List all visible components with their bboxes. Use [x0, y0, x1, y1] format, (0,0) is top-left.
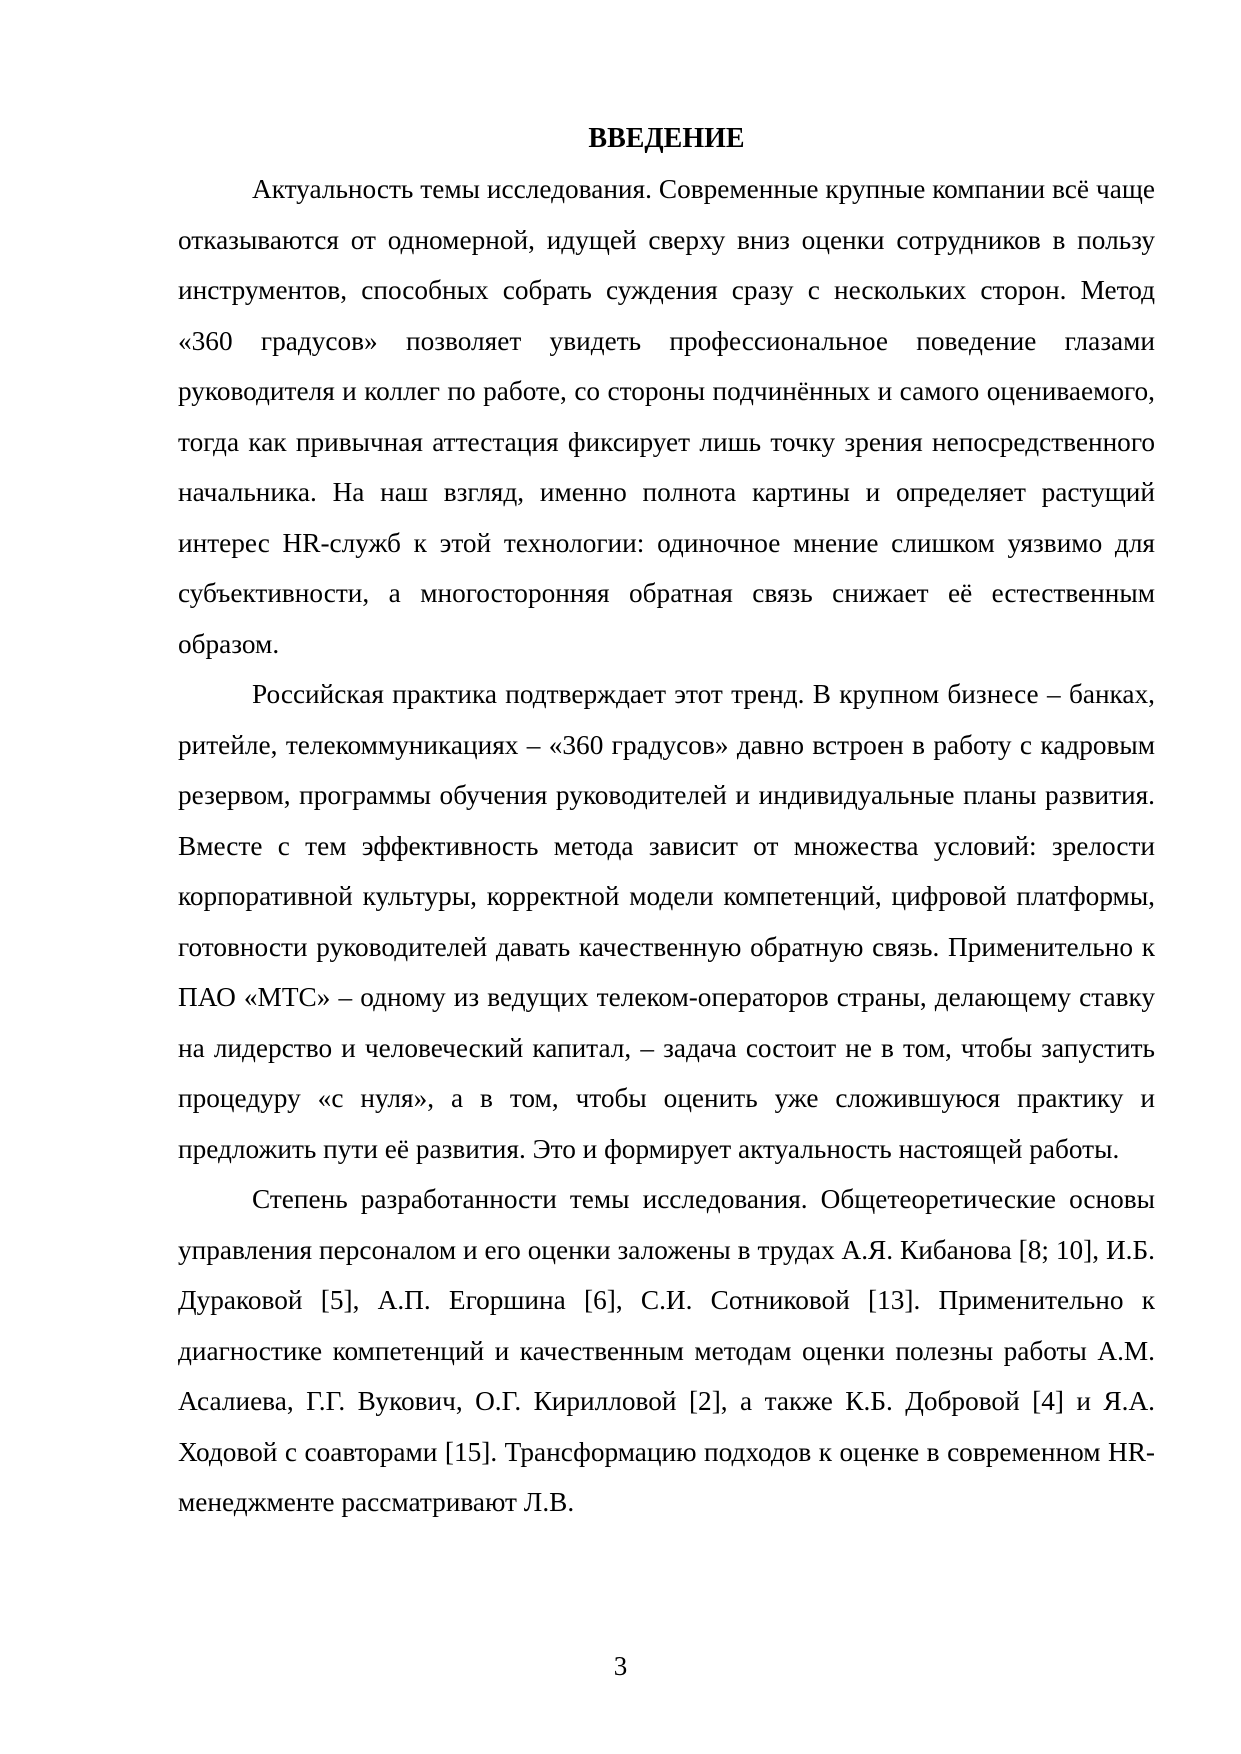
paragraph-research-degree: Степень разработанности темы исследования. Общетеоретические основы управления персоналом и его оценки заложены в трудах А.Я. Кибанова [8; 10], И.Б. Дураковой [5], А.П. Егоршина [6], С.И. Сотниковой [13]. Применительно к диагностике компетенций и качественным методам оценки полезны работы А.М. Асалиева, Г.Г. Вукович, О.Г. Кирилловой [2], а также К.Б. Добровой [4] и Я.А. Ходовой с соавторами [15]. Трансформацию подходов к оценке в современном HR-менеджменте рассматривают Л.В. [178, 1184, 1155, 1517]
paragraph-relevance: Актуальность темы исследования. Современные крупные компании всё чаще отказываются от одномерной, идущей сверху вниз оценки сотрудников в пользу инструментов, способных собрать суждения сразу с нескольких сторон. Метод «360 градусов» позволяет увидеть профессиональное поведение глазами руководителя и коллег по работе, со стороны подчинённых и самого оцениваемого, тогда как привычная аттестация фиксирует лишь точку зрения непосредственного начальника. На наш взгляд, именно полнота картины и определяет растущий интерес HR-служб к этой технологии: одиночное мнение слишком уязвимо для субъективности, а многосторонняя обратная связь снижает её естественным образом. [178, 174, 1155, 659]
paragraph-russian-practice: Российская практика подтверждает этот тренд. В крупном бизнесе – банках, ритейле, телекоммуникациях – «360 градусов» давно встроен в работу с кадровым резервом, программы обучения руководителей и индивидуальные планы развития. Вместе с тем эффективность метода зависит от множества условий: зрелости корпоративной культуры, корректной модели компетенций, цифровой платформы, готовности руководителей давать качественную обратную связь. Применительно к ПАО «МТС» – одному из ведущих телеком-операторов страны, делающему ставку на лидерство и человеческий капитал, – задача состоит не в том, чтобы запустить процедуру «с нуля», а в том, чтобы оценить уже сложившуюся практику и предложить пути её развития. Это и формирует актуальность настоящей работы. [178, 679, 1155, 1164]
page-number: 3 [613, 1651, 628, 1681]
section-heading: ВВЕДЕНИЕ [588, 123, 745, 154]
page-content [178, 114, 1155, 1528]
